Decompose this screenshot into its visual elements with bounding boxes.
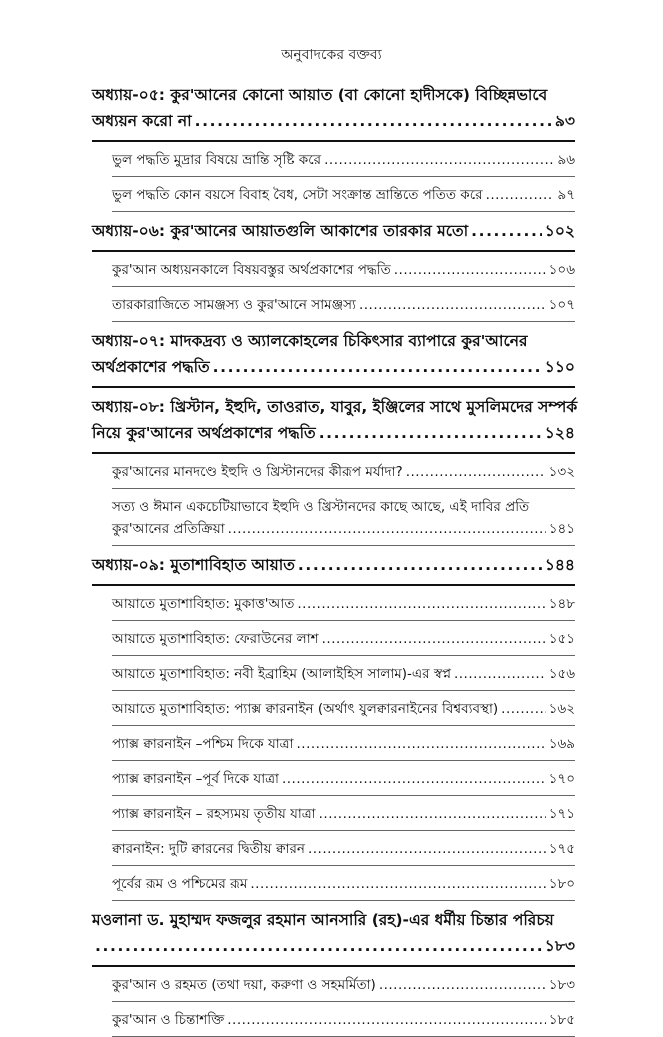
entry-title-line: কুর'আন ও চিন্তাশক্তি (112, 1012, 225, 1028)
dot-leader (501, 698, 546, 720)
dot-leader (394, 259, 546, 281)
page-number: ১৭৫ (548, 841, 575, 857)
toc-chapter-entry[interactable] (92, 322, 575, 388)
entry-title-line: তারকারাজিতে সামঞ্জস্য ও কুর'আনে সামঞ্জস্য (112, 297, 356, 313)
entry-title-line: অধ্যায়-০৭: মাদকদ্রব্য ও অ্যালকোহলের চিকিৎসার ব্যাপারে কুর'আনের (92, 332, 528, 350)
page-number: ৯৬ (557, 152, 575, 168)
dot-leader (471, 218, 542, 244)
entry-title-line: কুর'আনের প্রতিক্রিয়া (112, 521, 225, 537)
page-number: ১৪৮ (548, 596, 575, 612)
entry-title-line: সত্য ও ঈমান একচেটিয়াভাবে ইহুদি ও খ্রিস্টানদের কাছে আছে, এই দাবির প্রতি (112, 499, 530, 515)
page-number: ৯৭ (557, 187, 575, 203)
dot-leader (95, 933, 542, 959)
entry-title-line: অর্থপ্রকাশের পদ্ধতি (92, 358, 210, 376)
dot-leader (379, 974, 546, 996)
entry-title-line: মওলানা ড. মুহাম্মদ ফজলুর রহমান আনসারি (রহ)-এর ধর্মীয় চিন্তার পরিচয় (92, 911, 554, 929)
entry-title-line: প্যাক্স ক্বারনাইন –পূর্ব দিকে যাত্রা (112, 771, 279, 787)
page-number: ১৮৫ (548, 1012, 575, 1028)
entry-title-line: অধ্যায়-০৫: কুর'আনের কোনো আয়াত (বা কোনো হাদীসকে) বিচ্ছিন্নভাবে (92, 86, 548, 104)
toc-section-entry[interactable] (112, 177, 575, 212)
page-number: ১০৭ (548, 297, 575, 313)
toc-section-entry[interactable] (112, 1002, 575, 1037)
entry-title-line: অধ্যায়-০৮: খ্রিস্টান, ইহুদি, তাওরাত, যাবুর, ইঞ্জিলের সাথে মুসলিমদের সম্পর্ক (92, 398, 578, 416)
dot-leader (282, 768, 546, 790)
entry-title-line: নিয়ে কুর'আনের অর্থপ্রকাশের পদ্ধতি (92, 424, 316, 442)
page-number: ১০৬ (548, 262, 575, 278)
entry-title-line: কুর'আন ও রহমত (তথা দয়া, করুণা ও সহমর্মিতা) (112, 977, 376, 993)
toc-section-entry[interactable] (112, 726, 575, 761)
dot-leader (298, 552, 542, 578)
entry-title-line: অধ্যায়-০৯: মুতাশাবিহাত আয়াত (92, 556, 295, 574)
entry-title-line: কুর'আনের মানদণ্ডে ইহুদি ও খ্রিস্টানদের কীরূপ মর্যাদা? (112, 464, 403, 480)
toc-section-entry[interactable] (112, 621, 575, 656)
dot-leader (297, 593, 545, 615)
page-number: ১৪৪ (544, 556, 575, 574)
dot-leader (486, 184, 555, 206)
entry-title-line: ভুল পদ্ধতি মুদ্রার বিষয়ে ভ্রান্তি সৃষ্টি করে (112, 152, 322, 168)
toc-chapter-entry[interactable] (92, 388, 578, 454)
page-number: ১৮০ (548, 876, 575, 892)
table-of-contents (92, 76, 578, 1037)
page-number: ১৫৬ (548, 666, 575, 682)
page-number: ১৫১ (548, 631, 575, 647)
dot-leader (319, 803, 546, 825)
page-number: ১৭১ (548, 806, 575, 822)
toc-section-entry[interactable] (112, 691, 575, 726)
dot-leader (227, 1009, 545, 1031)
dot-leader (406, 461, 546, 483)
entry-title-line: কুর'আন অধ্যয়নকালে বিষয়বস্তুর অর্থপ্রকাশের পদ্ধতি (112, 262, 391, 278)
page-number: ১৮৩ (548, 977, 575, 993)
dot-leader (454, 663, 546, 685)
dot-leader (250, 873, 545, 895)
entry-title-line: আয়াতে মুতাশাবিহাত: নবী ইব্রাহিম (আলাইহিস সালাম)-এর স্বপ্ন (112, 666, 451, 682)
entry-title-line: আয়াতে মুতাশাবিহাত: ফেরাউনের লাশ (112, 631, 319, 647)
page-number: ৯৩ (554, 112, 575, 130)
dot-leader (308, 838, 546, 860)
toc-section-entry[interactable] (112, 252, 575, 287)
dot-leader (228, 518, 546, 540)
dot-leader (324, 149, 554, 171)
dot-leader (319, 420, 542, 446)
page-number: ১০২ (544, 222, 575, 240)
toc-chapter-entry[interactable] (92, 76, 575, 142)
toc-section-entry[interactable] (112, 586, 575, 621)
dot-leader (297, 733, 546, 755)
page-number: ১৪১ (548, 521, 575, 537)
dot-leader (213, 354, 542, 380)
entry-title-line: প্যাক্স ক্বারনাইন –পশ্চিম দিকে যাত্রা (112, 736, 294, 752)
page-number: ১৭০ (548, 771, 575, 787)
page-number: ১২৪ (544, 424, 575, 442)
toc-section-entry[interactable] (112, 489, 575, 546)
toc-section-entry[interactable] (112, 967, 575, 1002)
dot-leader (359, 294, 546, 316)
toc-section-entry[interactable] (112, 656, 575, 691)
toc-section-entry[interactable] (112, 796, 575, 831)
page-number: ১৮৩ (544, 937, 575, 955)
entry-title-line: ভুল পদ্ধতি কোন বয়সে বিবাহ বৈধ, সেটা সংক্রান্ত ভ্রান্তিতে পতিত করে (112, 187, 483, 203)
entry-title-line: আয়াতে মুতাশাবিহাত: মুকাত্ত'আত (112, 596, 295, 612)
dot-leader (322, 628, 546, 650)
entry-title-line: আয়াতে মুতাশাবিহাত: প্যাক্স ক্বারনাইন (অর্থাৎ যুলক্বারনাইনের বিশ্বব্যবস্থা) (112, 701, 499, 717)
toc-chapter-entry[interactable] (92, 546, 575, 586)
page-number: ১৩২ (548, 464, 575, 480)
toc-section-entry[interactable] (112, 831, 575, 866)
toc-section-entry[interactable] (112, 142, 575, 177)
entry-title-line: প্যাক্স ক্বারনাইন – রহস্যময় তৃতীয় যাত্রা (112, 806, 316, 822)
page-number: ১৬২ (548, 701, 575, 717)
dot-leader (195, 108, 552, 134)
page-number: ১১০ (544, 358, 575, 376)
entry-title-line: পূর্বের রূম ও পশ্চিমের রূম (112, 876, 248, 892)
toc-section-entry[interactable] (112, 454, 575, 489)
page-number: ১৬৯ (548, 736, 575, 752)
toc-section-entry[interactable] (112, 866, 575, 901)
toc-section-entry[interactable] (112, 287, 575, 322)
entry-title-line: অধ্যয়ন করো না (92, 112, 192, 130)
running-head: অনুবাদকের বক্তব্য (281, 47, 382, 63)
entry-title-line: ক্বারনাইন: দুটি ক্বারনের দ্বিতীয় ক্বারন (112, 841, 305, 857)
toc-section-entry[interactable] (112, 761, 575, 796)
toc-chapter-entry[interactable] (92, 212, 575, 252)
toc-chapter-entry[interactable] (92, 901, 575, 967)
entry-title-line: অধ্যায়-০৬: কুর'আনের আয়াতগুলি আকাশের তারকার মতো (92, 222, 469, 240)
